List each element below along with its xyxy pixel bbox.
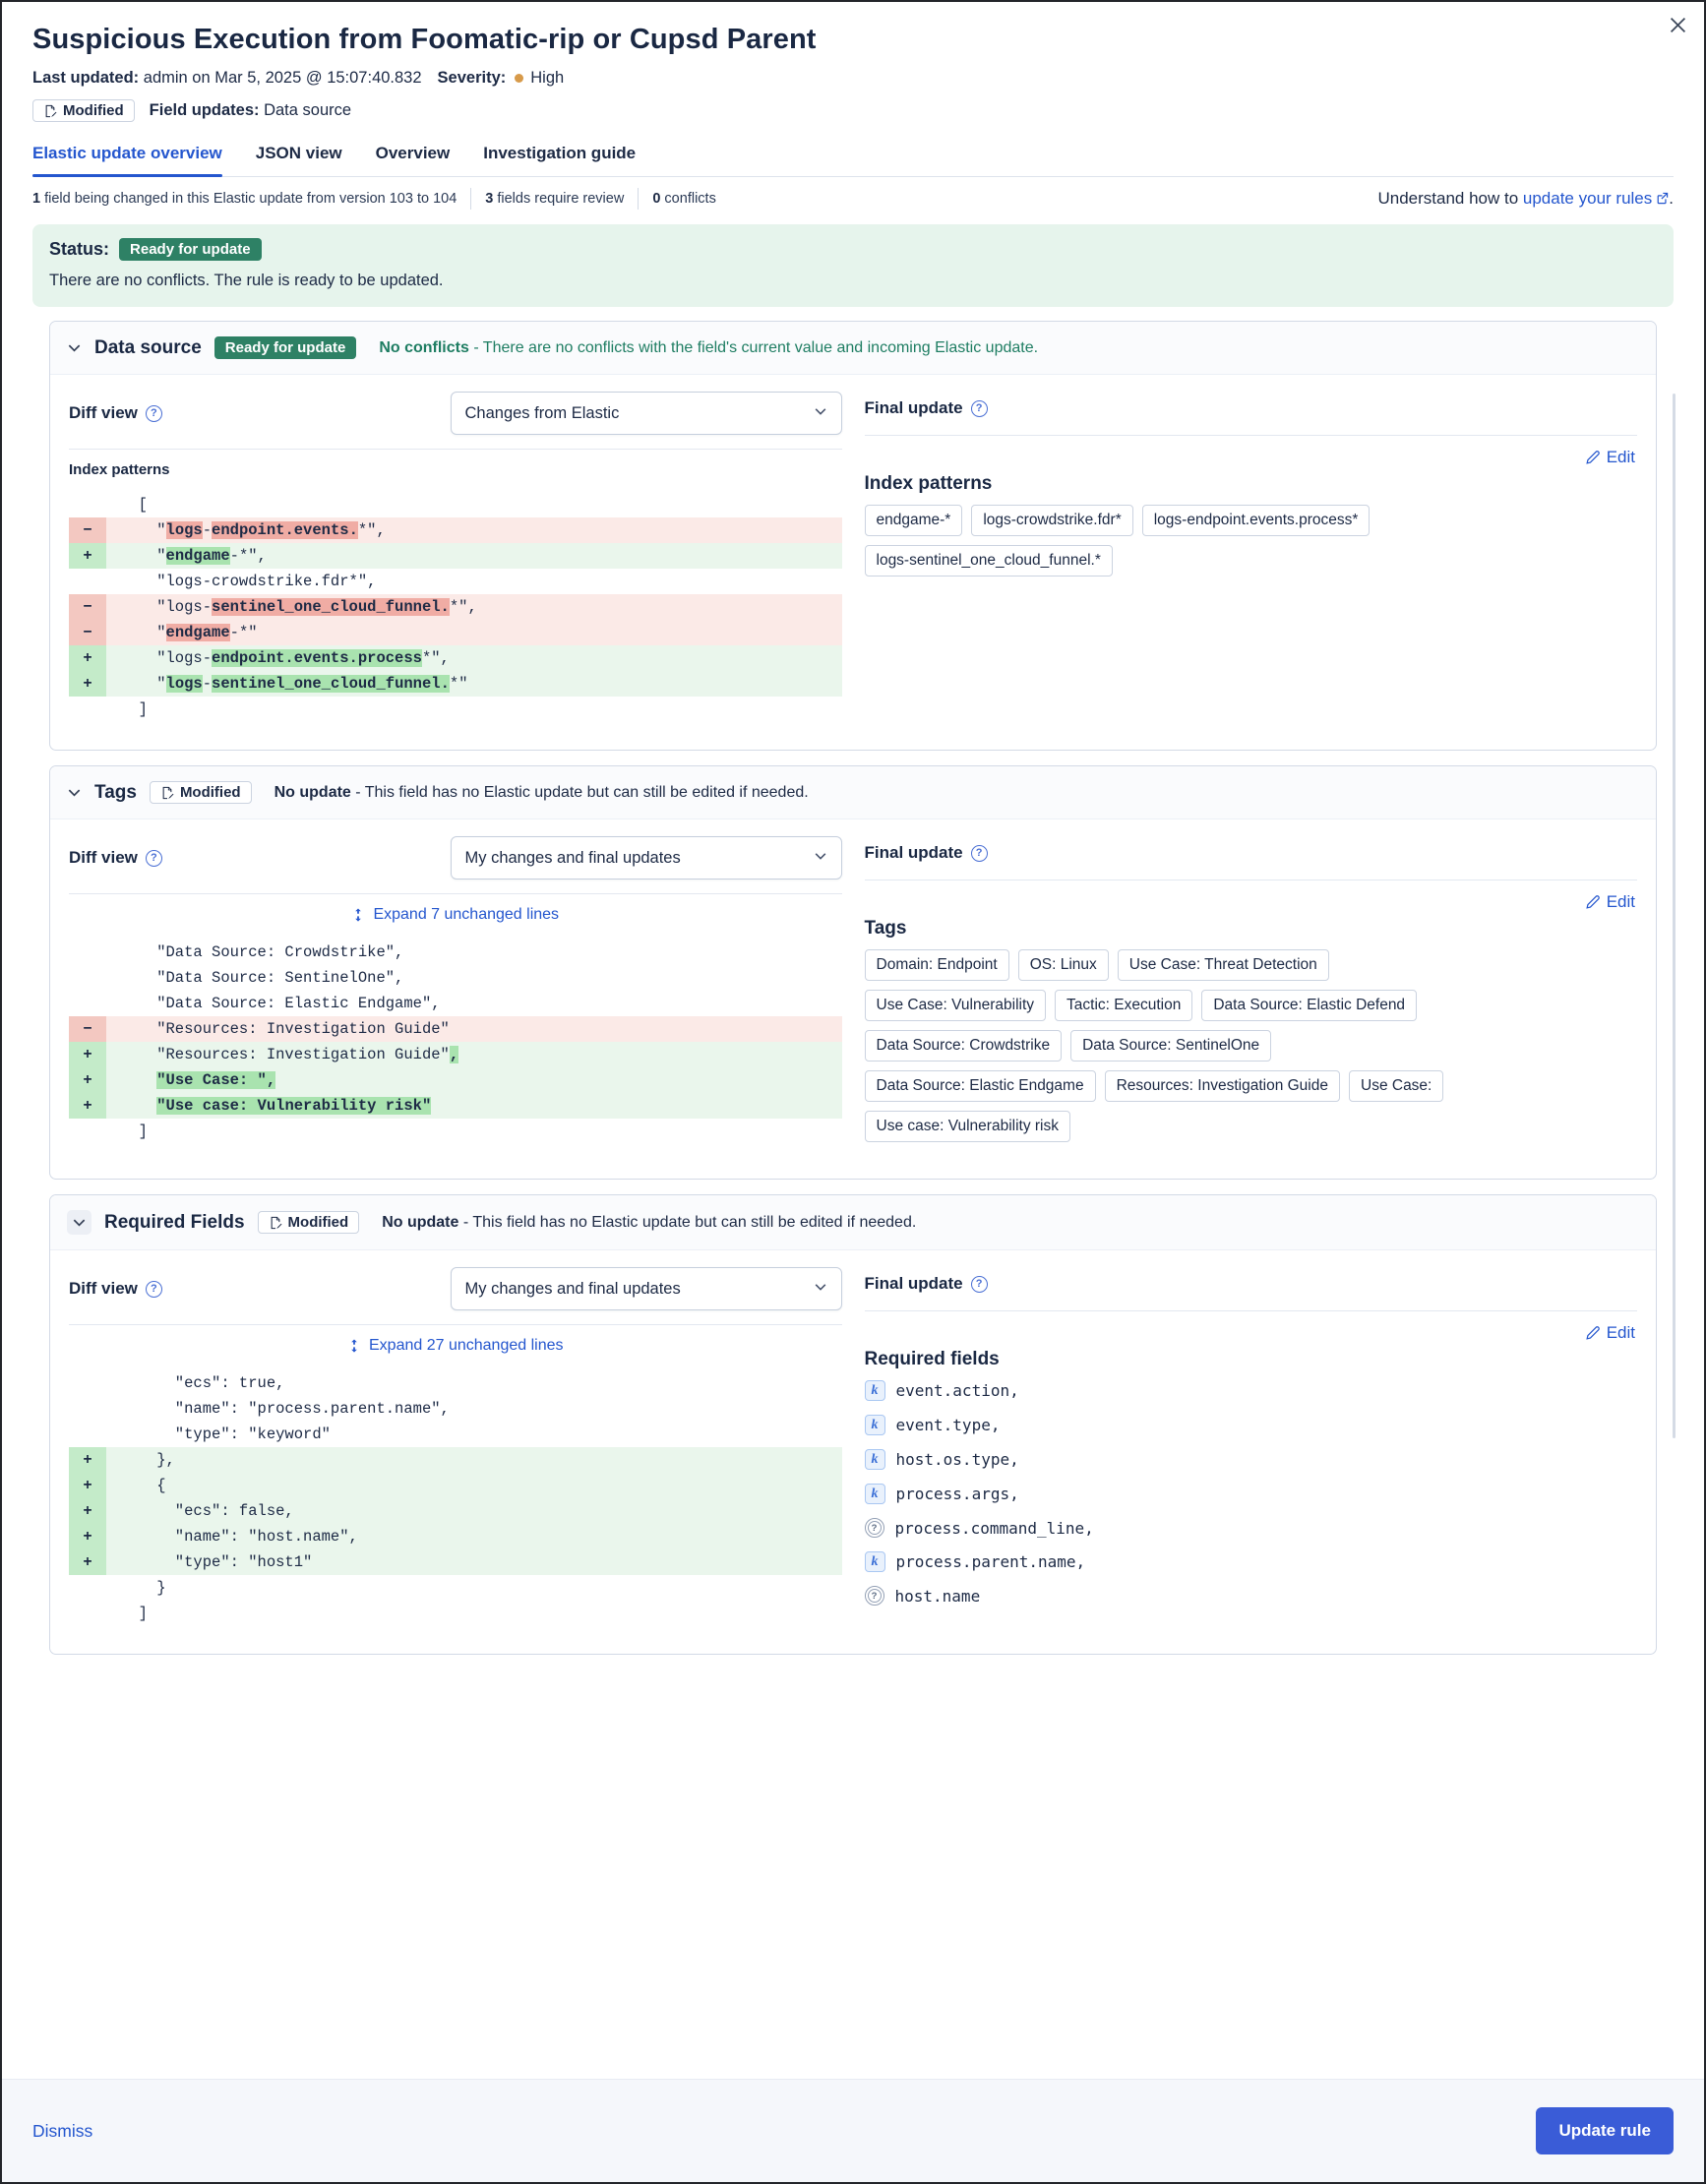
final-field-heading: Tags xyxy=(864,918,907,939)
value-badge: Data Source: Crowdstrike xyxy=(865,1030,1063,1062)
divider xyxy=(69,449,842,450)
tab-overview[interactable]: Overview xyxy=(375,144,451,162)
diff-line: "logs-crowdstrike.fdr*", xyxy=(120,573,377,590)
value-badge: OS: Linux xyxy=(1018,949,1109,981)
diff-view-label: Diff view ? xyxy=(69,848,162,868)
final-field-heading: Index patterns xyxy=(864,473,993,494)
value-badge: Use Case: Threat Detection xyxy=(1118,949,1329,981)
section-title: Data source xyxy=(94,336,202,358)
required-field-name: process.args, xyxy=(895,1485,1019,1503)
pencil-icon xyxy=(1585,895,1600,910)
tags-badges xyxy=(865,949,1638,1142)
diff-line: + "Resources: Investigation Guide", xyxy=(69,1042,842,1067)
final-update-label: Final update ? xyxy=(865,1274,988,1294)
diff-line: ] xyxy=(120,1122,148,1140)
diff-line: − "endgame-*" xyxy=(69,620,842,645)
diff-line: "ecs": true, xyxy=(120,1374,285,1392)
chevron-down-icon xyxy=(67,785,82,800)
dismiss-button[interactable]: Dismiss xyxy=(32,2120,93,2141)
modified-badge: Modified xyxy=(258,1211,360,1234)
diff-line: ] xyxy=(120,1605,148,1622)
page-title: Suspicious Execution from Foomatic-rip or Cupsd Parent xyxy=(32,24,817,55)
tab-investigation-guide[interactable]: Investigation guide xyxy=(483,144,637,162)
diff-line: + "endgame-*", xyxy=(69,543,842,569)
update-rule-button[interactable]: Update rule xyxy=(1536,2107,1674,2154)
section-status: No conflicts - There are no conflicts with the field's current value and incoming Elastic update. xyxy=(379,338,1039,356)
value-badge: Tactic: Execution xyxy=(1055,990,1192,1021)
chevron-down-icon xyxy=(814,1280,827,1299)
section-header-tags[interactable] xyxy=(50,766,1656,819)
severity-high-dot-icon xyxy=(515,74,523,83)
edit-button[interactable]: Edit xyxy=(1585,448,1635,467)
divider xyxy=(69,893,842,894)
value-badge: Data Source: Elastic Endgame xyxy=(865,1070,1096,1102)
required-field-name: process.parent.name, xyxy=(895,1552,1086,1571)
status-callout xyxy=(32,224,1674,307)
final-update-label: Final update ? xyxy=(865,398,988,418)
modified-badge: Modified xyxy=(150,781,252,804)
help-icon[interactable]: ? xyxy=(146,850,162,867)
section-status: No update - This field has no Elastic update but can still be edited if needed. xyxy=(274,783,809,801)
required-field-name: event.action, xyxy=(895,1381,1019,1400)
divider xyxy=(865,1310,1638,1311)
value-badge: Use Case: Vulnerability xyxy=(865,990,1047,1021)
edit-button[interactable]: Edit xyxy=(1585,892,1635,912)
ready-for-update-badge: Ready for update xyxy=(214,336,357,359)
update-summary-bar xyxy=(32,188,1674,210)
required-field-item xyxy=(865,1380,1638,1401)
section-tags xyxy=(49,765,1657,1180)
diff-line: + "logs-endpoint.events.process*", xyxy=(69,645,842,671)
diff-line: + "logs-sentinel_one_cloud_funnel.*" xyxy=(69,671,842,697)
status-badge: Ready for update xyxy=(119,238,262,261)
summary-item: 0 conflicts xyxy=(652,191,716,207)
required-field-item xyxy=(865,1484,1638,1504)
section-status: No update - This field has no Elastic update but can still be edited if needed. xyxy=(382,1213,917,1231)
section-header-data-source[interactable] xyxy=(50,322,1656,375)
last-updated-value: admin on Mar 5, 2025 @ 15:07:40.832 xyxy=(143,69,422,87)
tab-elastic-update-overview[interactable]: Elastic update overview xyxy=(32,144,222,176)
summary-item: 1 field being changed in this Elastic update from version 103 to 104 xyxy=(32,191,457,207)
keyword-field-type-icon: k xyxy=(865,1380,885,1401)
section-title: Required Fields xyxy=(104,1211,245,1233)
required-field-item xyxy=(865,1415,1638,1435)
diff-line: − "logs-sentinel_one_cloud_funnel.*", xyxy=(69,594,842,620)
status-message: There are no conflicts. The rule is ready to be updated. xyxy=(49,272,444,289)
value-badge: logs-crowdstrike.fdr* xyxy=(971,505,1132,536)
required-field-name: event.type, xyxy=(895,1416,1001,1434)
diff-line: + }, xyxy=(69,1447,842,1473)
diff-line: } xyxy=(120,1579,166,1597)
value-badge: Resources: Investigation Guide xyxy=(1105,1070,1340,1102)
flyout-footer xyxy=(2,2080,1704,2182)
diff-viewer xyxy=(69,492,842,722)
document-edit-icon xyxy=(43,104,57,118)
pencil-icon xyxy=(1585,1326,1600,1341)
vertical-separator xyxy=(638,188,639,210)
field-updates: Field updates: Data source xyxy=(149,101,352,119)
diff-line: − "Resources: Investigation Guide" xyxy=(69,1016,842,1042)
unknown-field-type-icon: ? xyxy=(865,1586,884,1606)
edit-button[interactable]: Edit xyxy=(1585,1323,1635,1343)
expand-icon xyxy=(351,908,365,922)
expand-unchanged-lines-link[interactable]: Expand 7 unchanged lines xyxy=(69,906,842,924)
required-field-name: process.command_line, xyxy=(894,1518,1094,1538)
diff-line: + "name": "host.name", xyxy=(69,1524,842,1549)
unknown-field-type-icon: ? xyxy=(865,1518,884,1538)
required-field-item xyxy=(865,1551,1638,1572)
divider xyxy=(69,1324,842,1325)
required-field-item xyxy=(865,1449,1638,1470)
value-badge: Use Case: xyxy=(1349,1070,1443,1102)
value-badge: Data Source: Elastic Defend xyxy=(1201,990,1417,1021)
required-field-item xyxy=(865,1586,1638,1606)
section-required-fields xyxy=(49,1194,1657,1655)
section-data-source xyxy=(49,321,1657,751)
keyword-field-type-icon: k xyxy=(865,1551,885,1572)
expand-unchanged-lines-link[interactable]: Expand 27 unchanged lines xyxy=(69,1337,842,1355)
update-your-rules-link[interactable]: update your rules xyxy=(1523,189,1669,208)
value-badge: Data Source: SentinelOne xyxy=(1070,1030,1271,1062)
vertical-separator xyxy=(470,188,471,210)
keyword-field-type-icon: k xyxy=(865,1484,885,1504)
last-updated-label: Last updated: xyxy=(32,69,140,87)
diff-viewer xyxy=(69,1370,842,1626)
value-badge: endgame-* xyxy=(865,505,963,536)
value-badge: Use case: Vulnerability risk xyxy=(865,1111,1071,1142)
diff-line: [ xyxy=(120,496,148,514)
final-update-label: Final update ? xyxy=(865,843,988,863)
value-badge: logs-sentinel_one_cloud_funnel.* xyxy=(865,545,1113,576)
diff-line: "type": "keyword" xyxy=(120,1426,331,1443)
diff-line: + "Use Case: ", xyxy=(69,1067,842,1093)
diff-view-select[interactable]: My changes and final updates xyxy=(451,1267,842,1310)
chevron-down-icon xyxy=(814,849,827,868)
final-field-heading: Required fields xyxy=(864,1349,1000,1369)
required-field-name: host.os.type, xyxy=(895,1450,1019,1469)
severity-label: Severity: xyxy=(437,69,507,87)
diff-line: ] xyxy=(120,700,148,718)
diff-viewer xyxy=(69,940,842,1144)
scrollbar-thumb[interactable] xyxy=(1673,394,1676,1438)
diff-view-select[interactable]: My changes and final updates xyxy=(451,836,842,880)
expand-icon xyxy=(347,1339,361,1353)
diff-view-label: Diff view ? xyxy=(69,1279,162,1299)
document-edit-icon xyxy=(269,1216,282,1230)
diff-line: "Data Source: Crowdstrike", xyxy=(120,943,404,961)
tab-bar xyxy=(32,144,1674,177)
pencil-icon xyxy=(1585,451,1600,465)
diff-line: "name": "process.parent.name", xyxy=(120,1400,450,1418)
tab-json-view[interactable]: JSON view xyxy=(255,144,342,162)
divider xyxy=(865,435,1638,436)
section-header-required-fields[interactable] xyxy=(50,1195,1656,1250)
external-link-icon xyxy=(1656,190,1669,210)
help-icon[interactable]: ? xyxy=(971,845,988,862)
summary-item: 3 fields require review xyxy=(485,191,625,207)
value-badge: logs-endpoint.events.process* xyxy=(1142,505,1371,536)
diff-line: "Data Source: Elastic Endgame", xyxy=(120,995,441,1012)
required-fields-list xyxy=(865,1380,1638,1606)
chevron-down-icon xyxy=(67,1210,91,1235)
index-patterns-badges xyxy=(865,505,1638,576)
chevron-down-icon xyxy=(67,340,82,355)
help-icon[interactable]: ? xyxy=(971,1276,988,1293)
required-field-item xyxy=(865,1518,1638,1538)
diff-line: "Data Source: SentinelOne", xyxy=(120,969,404,987)
diff-line: − "logs-endpoint.events.*", xyxy=(69,517,842,543)
document-edit-icon xyxy=(160,786,174,800)
diff-field-label: Index patterns xyxy=(69,461,170,478)
diff-line: + "type": "host1" xyxy=(69,1549,842,1575)
required-field-name: host.name xyxy=(894,1586,981,1606)
help-icon[interactable]: ? xyxy=(146,1281,162,1298)
keyword-field-type-icon: k xyxy=(865,1449,885,1470)
diff-view-select[interactable]: Changes from Elastic xyxy=(451,392,842,435)
severity-value: High xyxy=(530,69,565,87)
value-badge: Domain: Endpoint xyxy=(865,949,1009,981)
section-title: Tags xyxy=(94,781,137,803)
help-icon[interactable]: ? xyxy=(146,405,162,422)
diff-line: + "Use case: Vulnerability risk" xyxy=(69,1093,842,1119)
diff-line: + { xyxy=(69,1473,842,1498)
rule-badges xyxy=(32,99,1674,122)
keyword-field-type-icon: k xyxy=(865,1415,885,1435)
chevron-down-icon xyxy=(814,404,827,423)
rule-meta xyxy=(32,69,1674,88)
help-icon[interactable]: ? xyxy=(971,400,988,417)
help-text: Understand how to update your rules . xyxy=(1377,188,1674,208)
diff-view-label: Diff view ? xyxy=(69,403,162,423)
status-label: Status: xyxy=(49,239,110,259)
diff-line: + "ecs": false, xyxy=(69,1498,842,1524)
modified-badge: Modified xyxy=(32,99,135,122)
